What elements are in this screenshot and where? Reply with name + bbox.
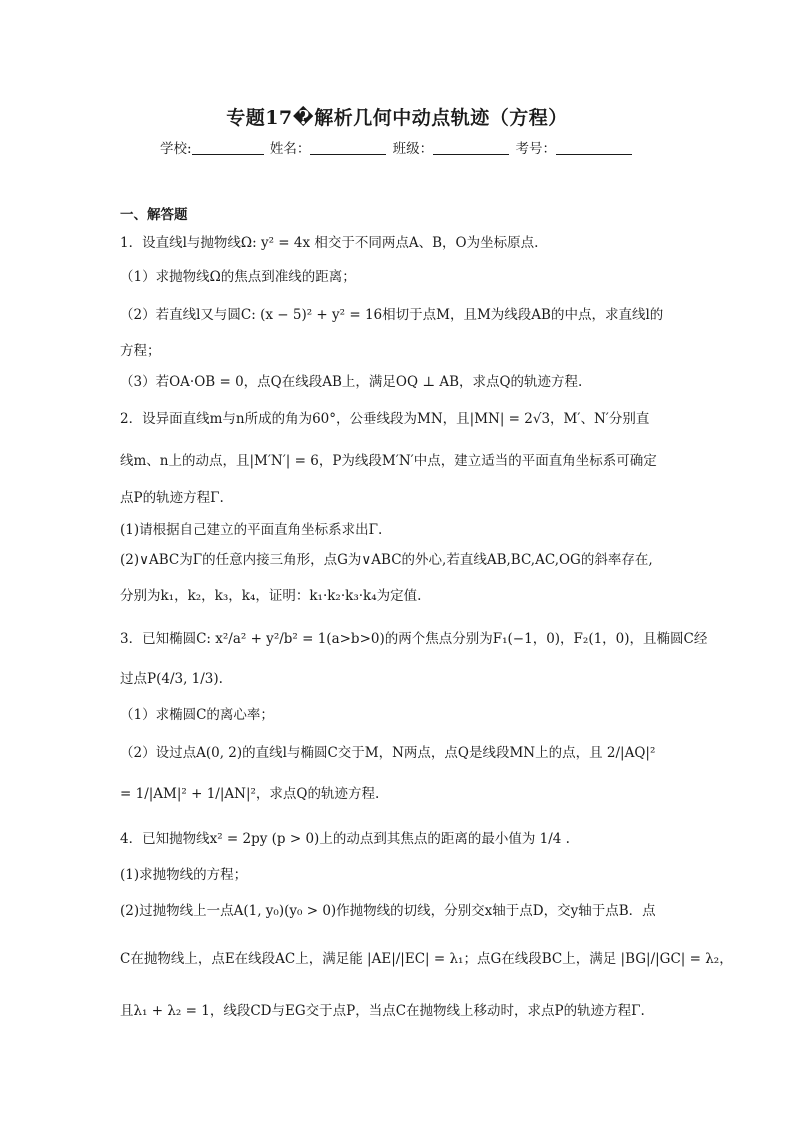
problem-line: （2）设过点A(0, 2)的直线l与椭圆C交于M，N两点，点Q是线段MN上的点，且 2/|AQ|² xyxy=(120,745,656,761)
problem-line: （3）若OA·OB = 0，点Q在线段AB上，满足OQ ⊥ AB，求点Q的轨迹方程. xyxy=(120,374,583,390)
problem-line: 线m、n上的动点，且|M′N′| = 6，P为线段M′N′中点，建立适当的平面直角坐标系可确定 xyxy=(120,453,657,469)
problem-line: 2．设异面直线m与n所成的角为60°，公垂线段为MN，且|MN| = 2√3，M′、N′分别直 xyxy=(120,411,650,427)
problem-line: 分别为k₁，k₂，k₃，k₄，证明：k₁·k₂·k₃·k₄为定值. xyxy=(120,588,422,604)
problem-line: （2）若直线l又与圆C: (x − 5)² + y² = 16相切于点M，且M为线段AB的中点，求直线l的 xyxy=(120,307,664,323)
problem-line: (1)求抛物线的方程； xyxy=(120,867,248,883)
school-label: 学校: xyxy=(160,141,192,157)
number-label: 考号： xyxy=(515,141,556,157)
problem-line: 1．设直线l与抛物线Ω: y² = 4x 相交于不同两点A、B，O为坐标原点. xyxy=(120,235,539,251)
problem-line: （1）求椭圆C的离心率； xyxy=(120,707,274,723)
problem-line: (2)∨ABC为Γ的任意内接三角形，点G为∨ABC的外心,若直线AB,BC,AC,OG的斜率存在, xyxy=(120,552,653,568)
problem-line: 点P的轨迹方程Γ. xyxy=(120,490,224,506)
problem-line: 且λ₁ + λ₂ = 1，线段CD与EG交于点P，当点C在抛物线上移动时，求点P的轨迹方程Γ. xyxy=(120,1003,645,1019)
school-blank[interactable] xyxy=(192,140,264,155)
problem-line: (1)请根据自己建立的平面直角坐标系求出Γ. xyxy=(120,522,383,538)
class-blank[interactable] xyxy=(433,140,509,155)
name-label: 姓名： xyxy=(269,141,311,157)
problem-line: C在抛物线上，点E在线段AC上，满足能 |AE|/|EC| = λ₁；点G在线段BC上，满足 |BG|/|GC| = λ₂， xyxy=(120,951,733,967)
problem-line: 过点P(4/3, 1/3). xyxy=(120,671,223,687)
page-title: 专题17�解析几何中动点轨迹（方程） xyxy=(226,107,568,129)
section-heading: 一、解答题 xyxy=(120,207,188,223)
number-blank[interactable] xyxy=(556,140,632,155)
problem-line: (2)过抛物线上一点A(1, y₀)(y₀ > 0)作抛物线的切线，分别交x轴于点D，交y轴于点B．点 xyxy=(120,903,656,919)
problem-line: 4．已知抛物线x² = 2py (p > 0)上的动点到其焦点的距离的最小值为 1/4 . xyxy=(120,831,570,847)
name-blank[interactable] xyxy=(310,140,386,155)
problem-line: = 1/|AM|² + 1/|AN|²，求点Q的轨迹方程. xyxy=(120,786,380,802)
class-label: 班级： xyxy=(392,141,434,157)
problem-line: （1）求抛物线Ω的焦点到准线的距离； xyxy=(120,269,356,285)
student-info-row xyxy=(0,137,794,157)
problem-line: 3．已知椭圆C: x²/a² + y²/b² = 1(a>b>0)的两个焦点分别为F₁(−1，0)，F₂(1，0)，且椭圆C经 xyxy=(120,631,708,647)
problem-line: 方程； xyxy=(120,343,161,359)
